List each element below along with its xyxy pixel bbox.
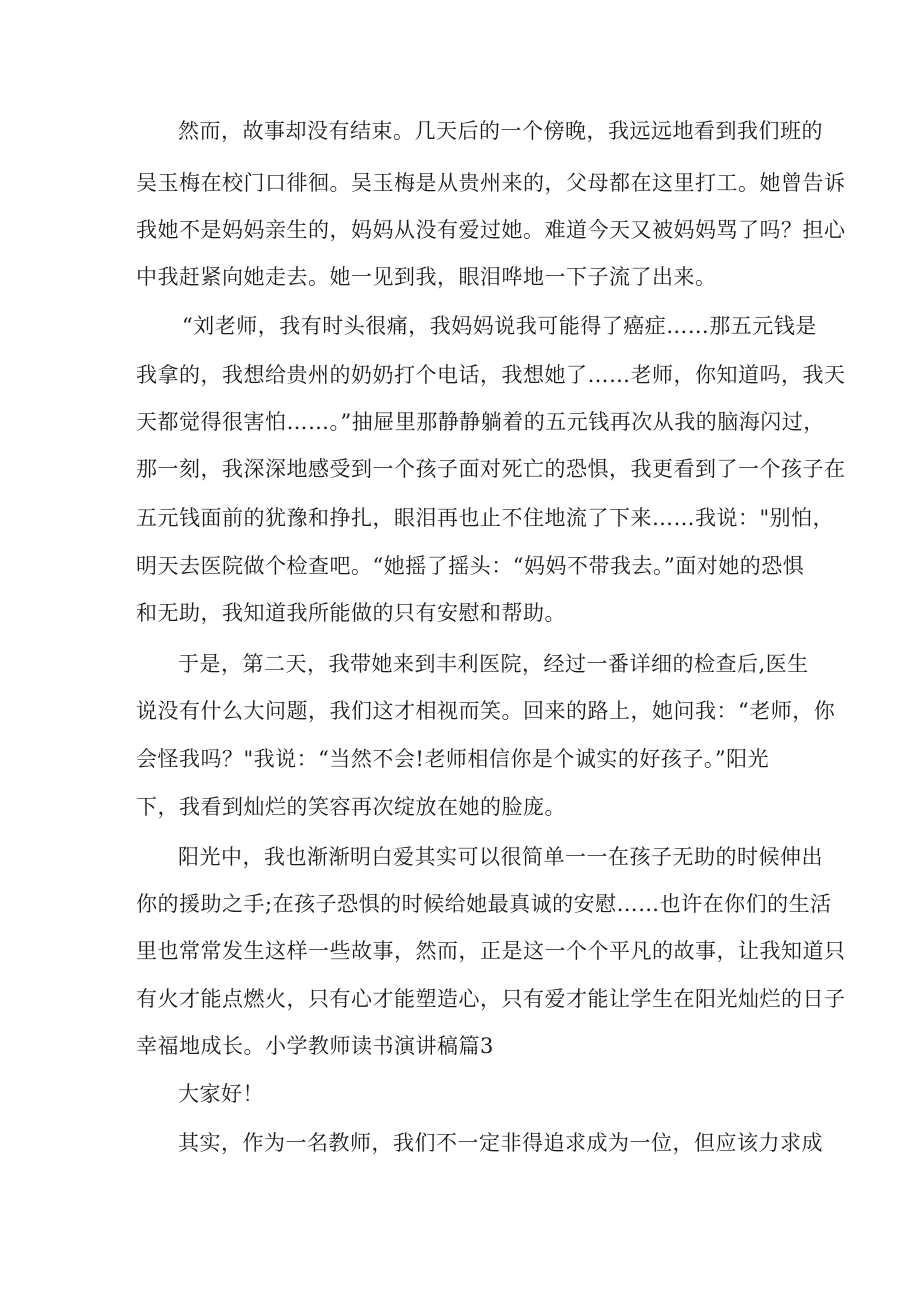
- text-line: 大家好！: [178, 1082, 264, 1106]
- text-line: 阳光中，我也渐渐明白爱其实可以很简单一一在孩子无助的时候伸出: [178, 845, 823, 869]
- text-line: 那一刻，我深深地感受到一个孩子面对死亡的恐惧，我更看到了一个孩子在: [136, 457, 846, 481]
- text-line: “刘老师，我有时头很痛，我妈妈说我可能得了癌症……那五元钱是: [182, 314, 817, 338]
- text-line: 其实，作为一名教师，我们不一定非得追求成为一位，但应该力求成: [178, 1131, 823, 1155]
- text-line: 明天去医院做个检查吧。“她摇了摇头：“妈妈不带我去。”面对她的恐惧: [136, 554, 805, 578]
- text-line: 中我赶紧向她走去。她一见到我，眼泪哗地一下子流了出来。: [136, 265, 717, 289]
- text-line: 幸福地成长。小学教师读书演讲稿篇3: [136, 1034, 494, 1058]
- text-line: 你的援助之手;在孩子恐惧的时候给她最真诚的安慰……也许在你们的生活: [136, 892, 832, 916]
- text-line: 我拿的，我想给贵州的奶奶打个电话，我想她了……老师，你知道吗，我天: [136, 363, 846, 387]
- text-line: 会怪我吗？"我说：“当然不会!老师相信你是个诚实的好孩子。”阳光: [136, 747, 770, 771]
- text-line: 吴玉梅在校门口徘徊。吴玉梅是从贵州来的，父母都在这里打工。她曾告诉: [136, 171, 846, 195]
- text-line: 里也常常发生这样一些故事，然而，正是这一个个平凡的故事，让我知道只: [136, 939, 846, 963]
- text-line: 我她不是妈妈亲生的，妈妈从没有爱过她。难道今天又被妈妈骂了吗？担心: [136, 218, 846, 242]
- text-line: 天都觉得很害怕……。”抽屉里那静静躺着的五元钱再次从我的脑海闪过，: [136, 410, 825, 434]
- text-line: 于是，第二天，我带她来到丰利医院，经过一番详细的检查后,医生: [178, 652, 809, 676]
- text-line: 和无助，我知道我所能做的只有安慰和帮助。: [136, 601, 566, 625]
- text-line: 说没有什么大问题，我们这才相视而笑。回来的路上，她问我：“老师，你: [136, 699, 836, 723]
- text-line: 然而，故事却没有结束。几天后的一个傍晚，我远远地看到我们班的: [178, 119, 823, 143]
- text-line: 有火才能点燃火，只有心才能塑造心，只有爱才能让学生在阳光灿烂的日子: [136, 987, 846, 1011]
- text-line: 五元钱面前的犹豫和挣扎，眼泪再也止不住地流了下来……我说："别怕，: [136, 506, 835, 530]
- text-line: 下，我看到灿烂的笑容再次绽放在她的脸庞。: [136, 795, 566, 819]
